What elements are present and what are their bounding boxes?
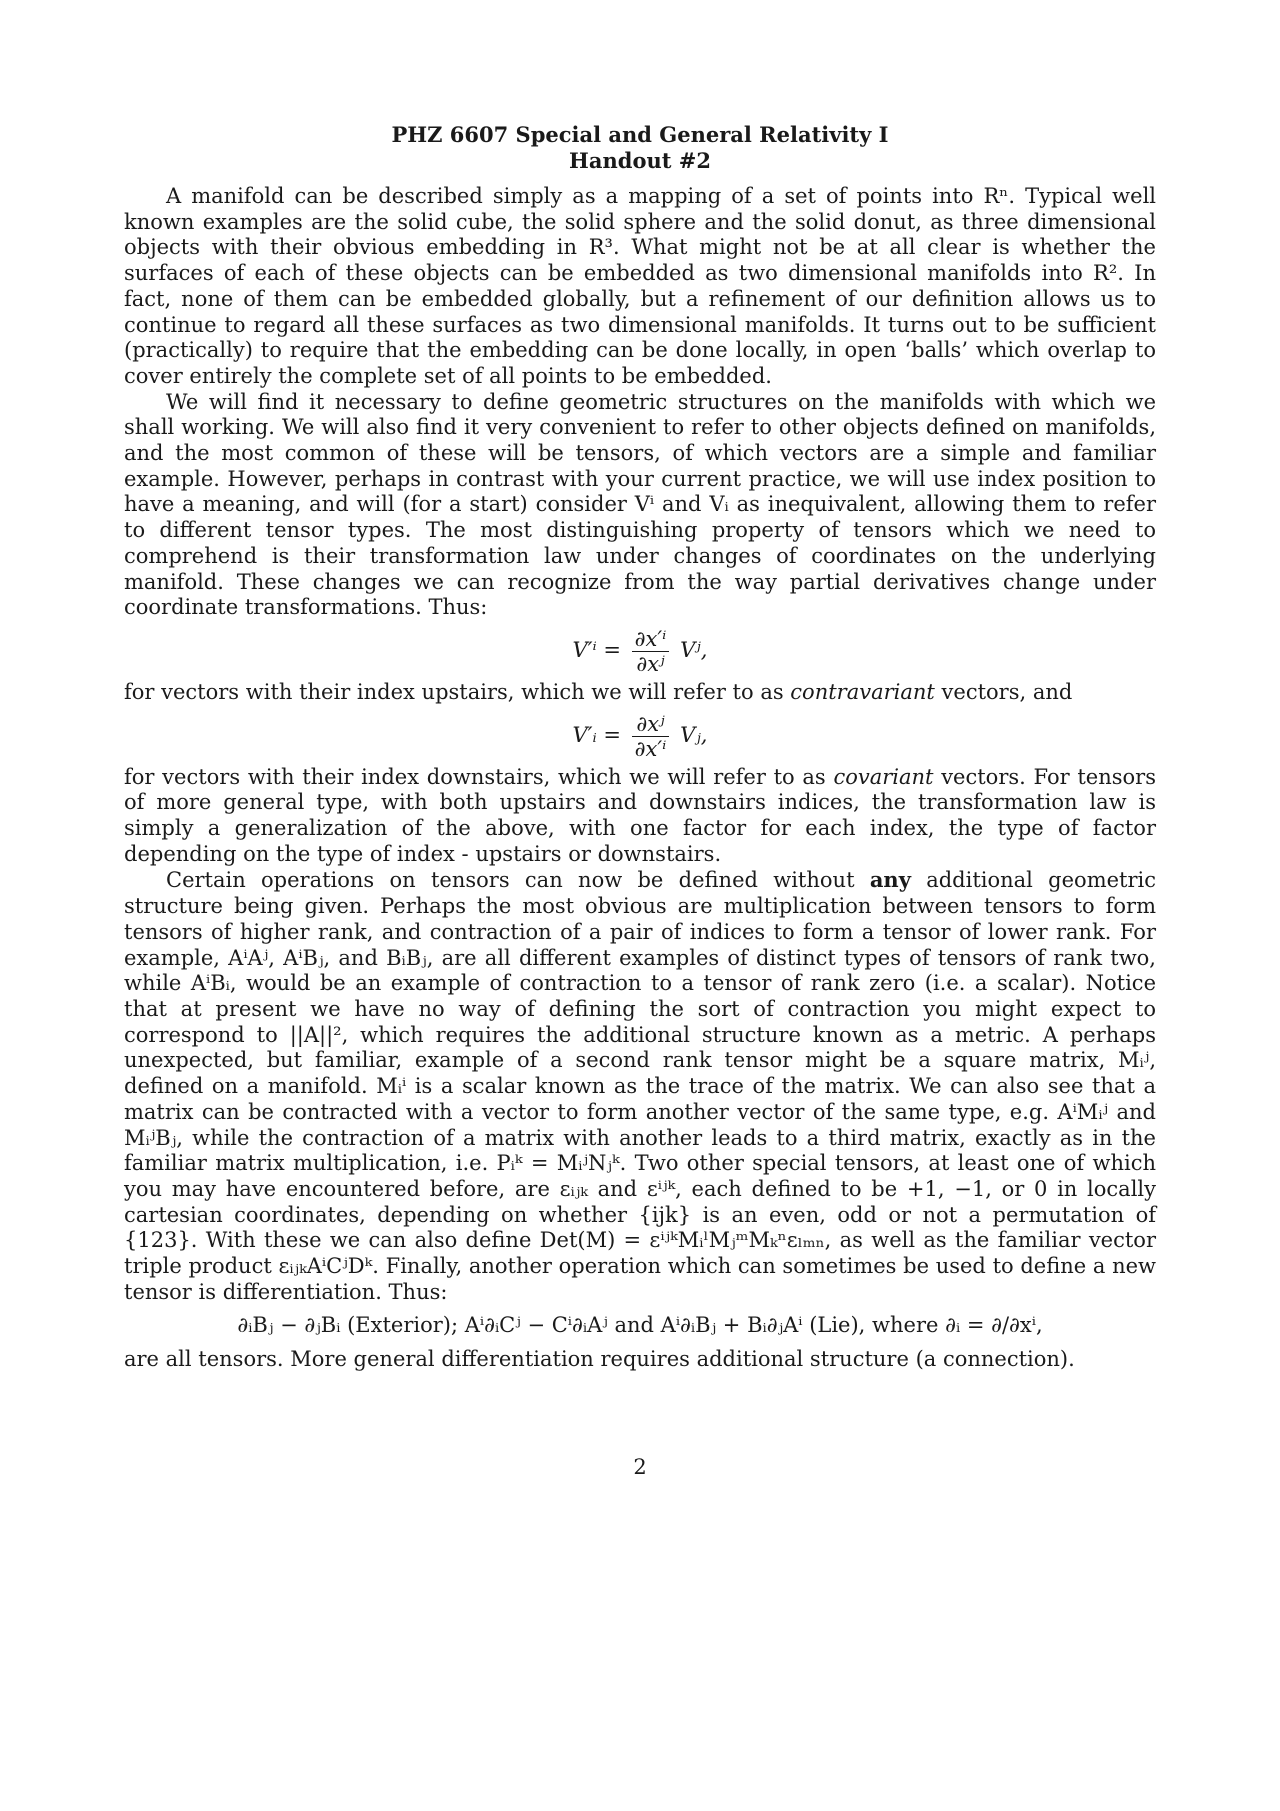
equation-covariant [124,712,1156,761]
equation-contravariant [124,627,1156,676]
eq1-fraction [632,627,670,676]
eq1-rhs: Vʲ, [680,637,708,662]
p5-text-b: additional geometric structure being given. Perhaps the most obvious are multiplication between tensors to form tensors of higher rank, and contraction of a pair of indices to form a tensor of lower rank. For example, AⁱAʲ, AⁱBⱼ, and BᵢBⱼ, are all different examples of distinct types of tensors of rank two, while AⁱBᵢ, would be an example of contraction to a tensor of rank zero (i.e. a scalar). Notice that at present we have no way of defining the sort of contraction you might expect to correspond to ||A||², which requires the additional structure known as a metric. A perhaps unexpected, but familiar, example of a second rank tensor might be a square matrix, Mᵢʲ, defined on a manifold. Mᵢⁱ is a scalar known as the trace of the matrix. We can also see that a matrix can be contracted with a vector to form another vector of the same type, e.g. AⁱMᵢʲ and MᵢʲBⱼ, while the contraction of a matrix with another leads to a third matrix, exactly as in the familiar matrix multiplication, i.e. Pᵢᵏ = MᵢʲNⱼᵏ. Two other special tensors, at least one of which you may have encountered before, are εᵢⱼₖ and εⁱʲᵏ, each defined to be +1, −1, or 0 in locally cartesian coordinates, depending on whether {ijk} is an even, odd or not a permutation of {123}. With these we can also define Det(M) = εⁱʲᵏMᵢˡMⱼᵐMₖⁿεₗₘₙ, as well as the familiar vector triple product εᵢⱼₖAⁱCʲDᵏ. Finally, another operation which can sometimes be used to define a new tensor is differentiation. Thus: [124,868,1156,1304]
eq2-lhs: V′ᵢ = [572,722,621,747]
p4-text-b: vectors. For tensors of more general type, with both upstairs and downstairs indices, the transformation law is simply a generalization of the above, with one factor for each index, the type of factor depending on the type of index - upstairs or downstairs. [124,764,1156,866]
paragraph-tensors: We will find it necessary to define geometric structures on the manifolds with which we shall working. We will also find it very convenient to refer to other objects defined on manifolds, and the most common of these will be tensors, of which vectors are a simple and familiar example. However, perhaps in contrast with your current practice, we will use index position to have a meaning, and will (for a start) consider Vⁱ and Vᵢ as inequivalent, allowing them to refer to different tensor types. The most distinguishing property of tensors which we need to comprehend is their transformation law under changes of coordinates on the underlying manifold. These changes we can recognize from the way partial derivatives change under coordinate transformations. Thus: [124,389,1156,620]
eq2-fraction [632,712,670,761]
paragraph-contravariant [124,680,1156,706]
p3-emphasis: contravariant [790,679,935,704]
eq2-rhs: Vⱼ, [680,722,708,747]
paragraph-operations [124,867,1156,1305]
title-line-2: Handout #2 [569,148,711,173]
p4-text-a: for vectors with their index downstairs, which we will refer to as [124,764,834,789]
p3-text-b: vectors, and [934,679,1073,704]
eq1-lhs: V′ⁱ = [572,637,621,662]
p4-emphasis: covariant [833,764,934,789]
p5-text-a: Certain operations on tensors can now be defined without [166,868,870,893]
p3-text-a: for vectors with their index upstairs, which we will refer to as [124,679,791,704]
eq2-denominator: ∂x′ⁱ [634,736,667,761]
eq2-numerator: ∂xʲ [632,712,670,737]
equation-derivatives: ∂ᵢBⱼ − ∂ⱼBᵢ (Exterior); Aⁱ∂ᵢCʲ − Cⁱ∂ᵢAʲ and Aⁱ∂ᵢBⱼ + Bᵢ∂ⱼAⁱ (Lie), where ∂ᵢ = ∂/∂xⁱ, [237,1313,1043,1338]
paragraph-manifold: A manifold can be described simply as a mapping of a set of points into Rⁿ. Typical well known examples are the solid cube, the solid sphere and the solid donut, as three dimensional objects with their obvious embedding in R³. What might not be at all clear is whether the surfaces of each of these objects can be embedded as two dimensional manifolds into R². In fact, none of them can be embedded globally, but a refinement of our definition allows us to continue to regard all these surfaces as two dimensional manifolds. It turns out to be sufficient (practically) to require that the embedding can be done locally, in open ‘balls’ which overlap to cover entirely the complete set of all points to be embedded. [124,184,1156,388]
paragraph-covariant [124,765,1156,868]
eq1-numerator: ∂x′ⁱ [632,627,670,652]
handout-page [124,122,1156,1373]
page-number: 2 [633,1455,647,1479]
eq1-denominator: ∂xʲ [636,651,665,676]
page-title [124,122,1156,174]
paragraph-conclusion: are all tensors. More general differentiation requires additional structure (a connection). [124,1347,1075,1372]
title-line-1: PHZ 6607 Special and General Relativity I [391,122,889,147]
p5-bold: any [869,867,911,893]
